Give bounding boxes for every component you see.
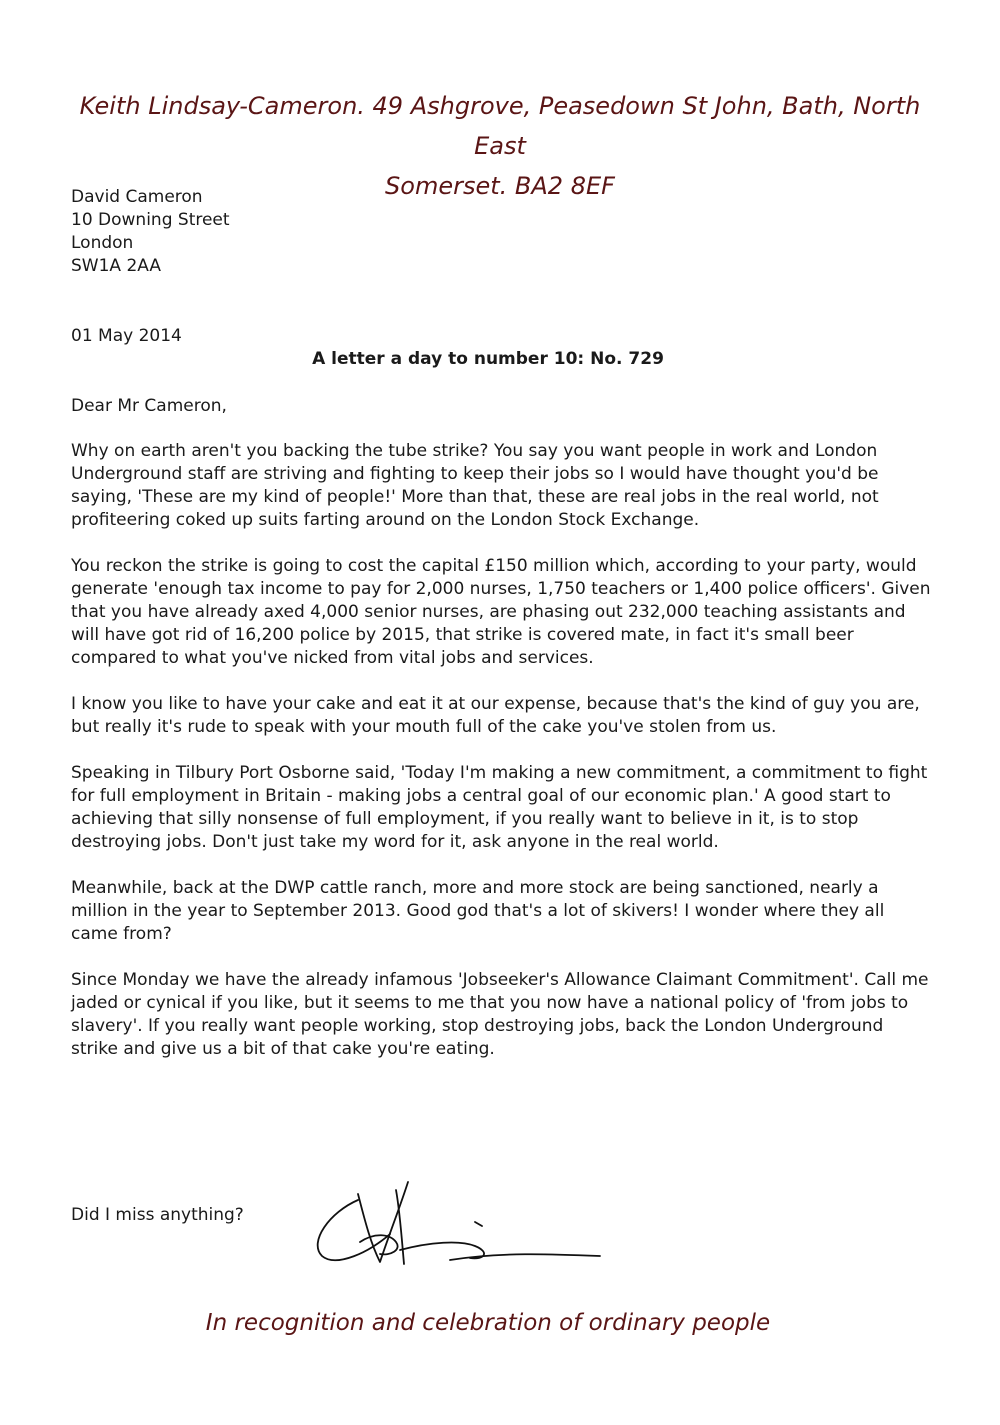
- sender-address-line-1: Keith Lindsay-Cameron. 49 Ashgrove, Peasedown St John, Bath, North East: [79, 92, 921, 160]
- paragraph: I know you like to have your cake and eat it at our expense, because that's the kind of guy you are, but really it's rude to speak with your mouth full of the cake you've stolen from us.: [71, 694, 920, 737]
- recipient-address: [71, 186, 230, 278]
- letter-date: 01 May 2014: [71, 326, 182, 346]
- recipient-street: 10 Downing Street: [71, 210, 230, 230]
- footer-tagline: In recognition and celebration of ordinary people: [205, 1310, 771, 1336]
- paragraph: You reckon the strike is going to cost the capital £150 million which, according to your party, would generate 'enough tax income to pay for 2,000 nurses, 1,750 teachers or 1,400 police officers'. Given that you have already axed 4,000 senior nurses, are phasing out 232,000 teaching assistants and will have got rid of 16,200 police by 2015, that strike is covered mate, in fact it's small beer compared to what you've nicked from vital jobs and services.: [71, 556, 931, 668]
- recipient-city: London: [71, 233, 134, 253]
- recipient-name: David Cameron: [71, 187, 203, 207]
- paragraph: Why on earth aren't you backing the tube strike? You say you want people in work and London Underground staff are striving and fighting to keep their jobs so I would have thought you'd be saying, 'These are my kind of people!' More than that, these are real jobs in the real world, not profiteering coked up suits farting around on the London Stock Exchange.: [71, 441, 879, 530]
- salutation: Dear Mr Cameron,: [71, 396, 227, 416]
- paragraph: Speaking in Tilbury Port Osborne said, 'Today I'm making a new commitment, a commitment to fight for full employment in Britain - making jobs a central goal of our economic plan.' A good start to achieving that silly nonsense of full employment, if you really want to believe in it, is to stop destroying jobs. Don't just take my word for it, ask anyone in the real world.: [71, 763, 928, 852]
- signature: [300, 1172, 610, 1282]
- letter-body: [71, 440, 931, 1084]
- letter-heading: A letter a day to number 10: No. 729: [312, 349, 664, 369]
- paragraph: Since Monday we have the already infamous 'Jobseeker's Allowance Claimant Commitment'. Call me jaded or cynical if you like, but it seems to me that you now have a national policy of 'from jobs to slavery'. If you really want people working, stop destroying jobs, back the London Underground strike and give us a bit of that cake you're eating.: [71, 970, 929, 1059]
- paragraph: Meanwhile, back at the DWP cattle ranch, more and more stock are being sanctioned, nearly a million in the year to September 2013. Good god that's a lot of skivers! I wonder where they all came from?: [71, 878, 885, 944]
- closing-line: Did I miss anything?: [71, 1205, 244, 1225]
- sender-address-line-2: Somerset. BA2 8EF: [385, 172, 615, 200]
- recipient-postcode: SW1A 2AA: [71, 256, 161, 276]
